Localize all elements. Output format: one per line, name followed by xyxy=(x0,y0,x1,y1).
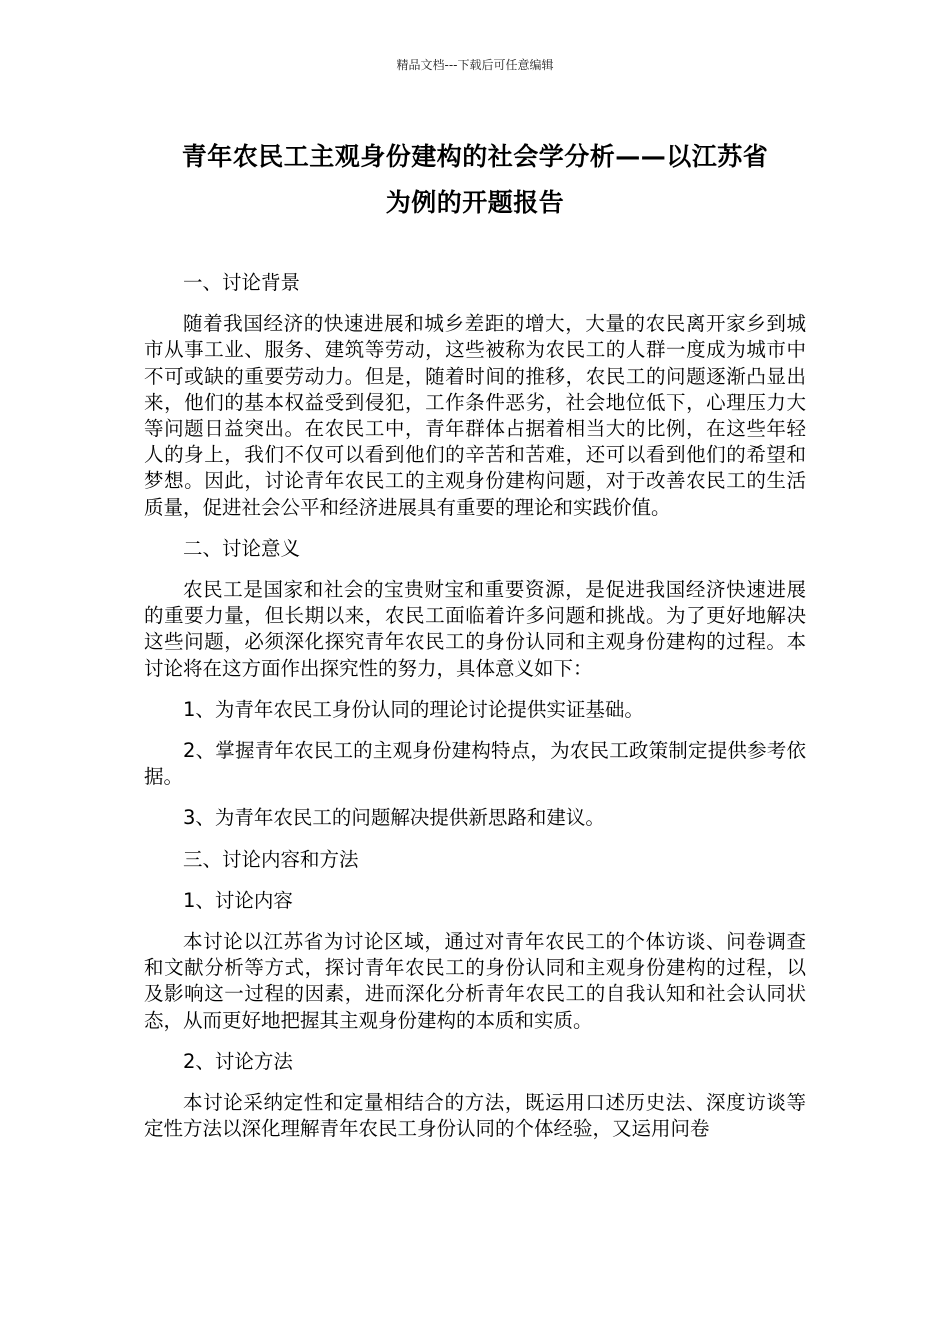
header-note: 精品文档---下载后可任意编辑 xyxy=(396,58,554,72)
paragraph-significance: 农民工是国家和社会的宝贵财宝和重要资源，是促进我国经济快速进展的重要力量，但长期以来，农民工面临着许多问题和挑战。为了更好地解决这些问题，必须深化探究青年农民工的身份认同和主观身份建构的过程。本讨论将在这方面作出探究性的努力，具体意义如下： xyxy=(144,578,806,680)
list-item-2: 2、掌握青年农民工的主观身份建构特点，为农民工政策制定提供参考依据。 xyxy=(144,739,806,789)
paragraph-method: 本讨论采纳定性和定量相结合的方法，既运用口述历史法、深度访谈等定性方法以深化理解青年农民工身份认同的个体经验，又运用问卷 xyxy=(144,1091,806,1141)
list-item-3: 3、为青年农民工的问题解决提供新思路和建议。 xyxy=(183,806,605,830)
document-title-line-1: 青年农民工主观身份建构的社会学分析——以江苏省 xyxy=(181,142,769,171)
paragraph-content: 本讨论以江苏省为讨论区域，通过对青年农民工的个体访谈、问卷调查和文献分析等方式，探讨青年农民工的身份认同和主观身份建构的过程，以及影响这一过程的因素，进而深化分析青年农民工的自我认知和社会认同状态，从而更好地把握其主观身份建构的本质和实质。 xyxy=(144,930,806,1032)
section-heading-background: 一、讨论背景 xyxy=(183,271,301,294)
section-heading-significance: 二、讨论意义 xyxy=(183,536,301,560)
paragraph-background: 随着我国经济的快速进展和城乡差距的增大，大量的农民离开家乡到城市从事工业、服务、建筑等劳动，这些被称为农民工的人群一度成为城市中不可或缺的重要劳动力。但是，随着时间的推移，农民工的问题逐渐凸显出来，他们的基本权益受到侵犯，工作条件恶劣，社会地位低下，心理压力大等问题日益突出。在农民工中，青年群体占据着相当大的比例，在这些年轻人的身上，我们不仅可以看到他们的辛苦和苦难，还可以看到他们的希望和梦想。因此，讨论青年农民工的主观身份建构问题，对于改善农民工的生活质量，促进社会公平和经济进展具有重要的理论和实践价值。 xyxy=(144,312,806,519)
document-title-line-2: 为例的开题报告 xyxy=(385,188,565,217)
document-body xyxy=(144,270,806,1157)
section-heading-content-method: 三、讨论内容和方法 xyxy=(183,847,359,871)
document-title xyxy=(140,134,810,226)
subheading-content: 1、讨论内容 xyxy=(183,888,293,912)
list-item-1: 1、为青年农民工身份认同的理论讨论提供实证基础。 xyxy=(183,697,644,721)
subheading-method: 2、讨论方法 xyxy=(183,1049,293,1073)
